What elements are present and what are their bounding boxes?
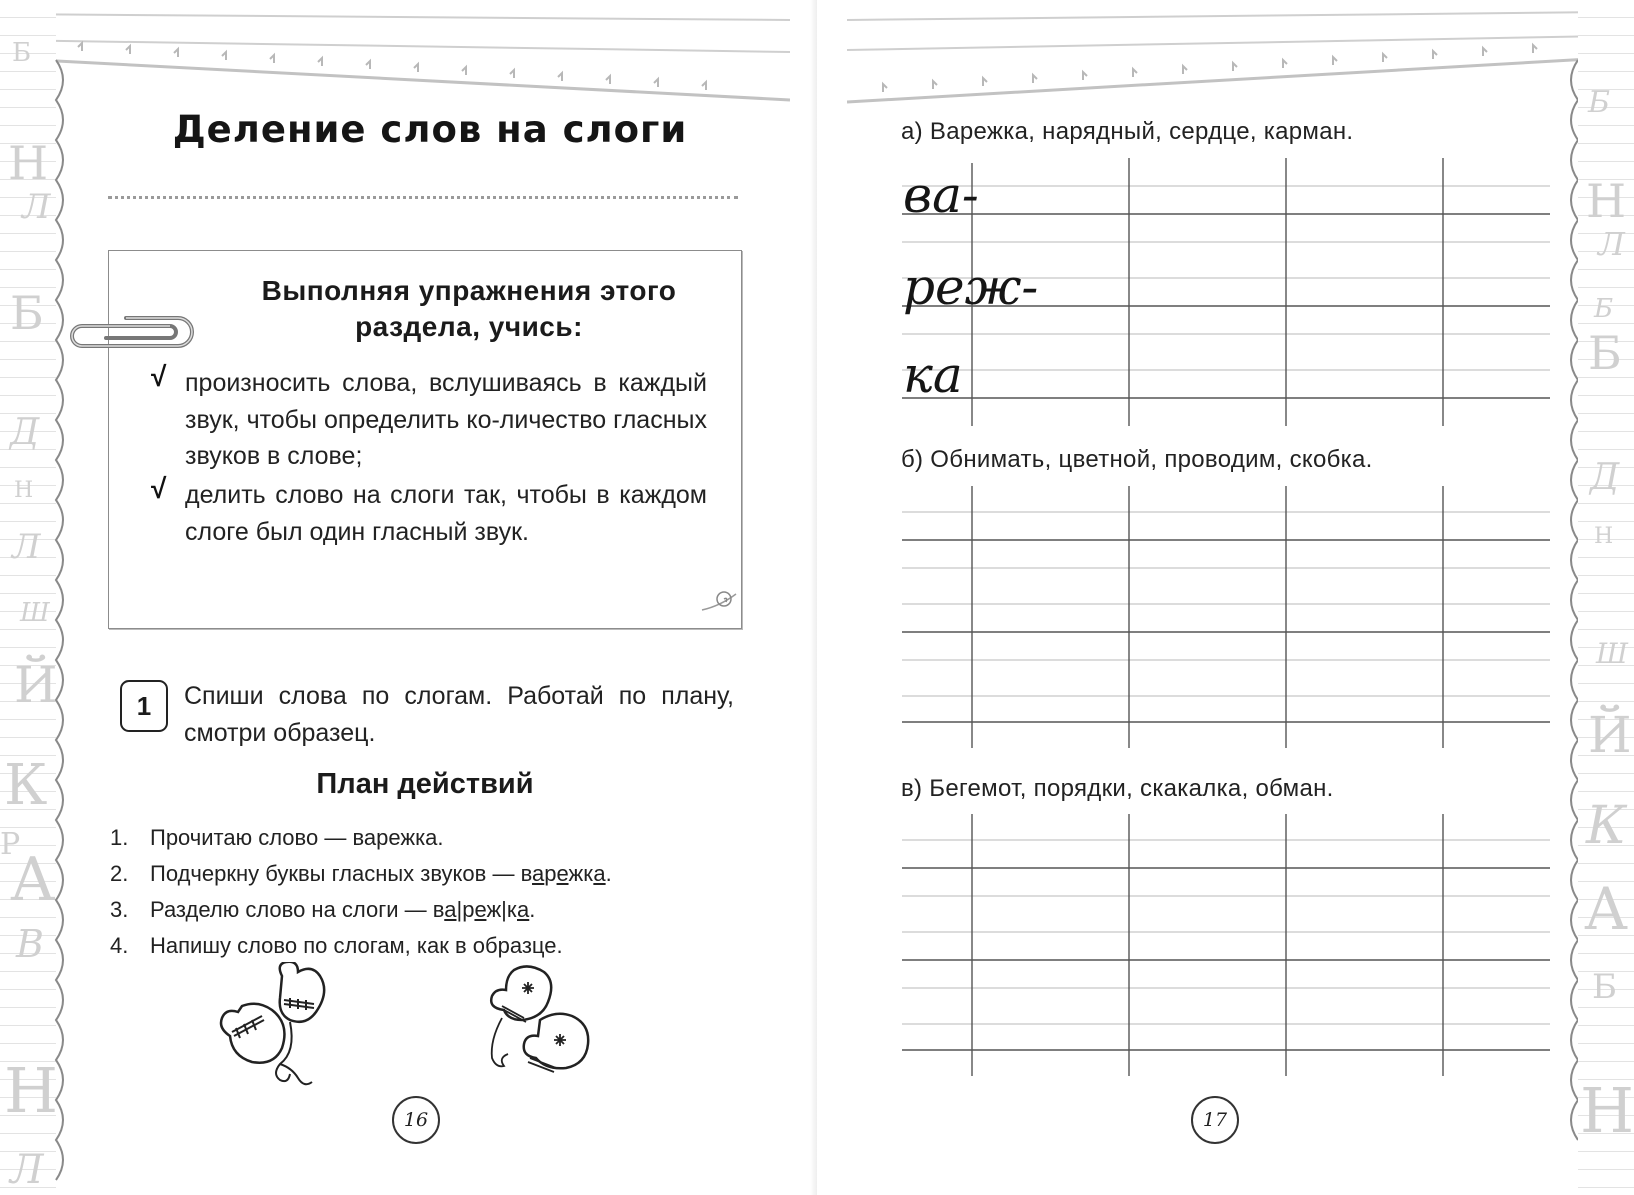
plan-step-number: 1. <box>110 825 129 850</box>
task-number-badge: 1 <box>120 680 168 732</box>
margin-letter: Й <box>1588 706 1632 764</box>
page-title: Деление слов на слоги <box>172 108 688 151</box>
plan-title: План действий <box>316 768 534 800</box>
margin-letter: Л <box>10 1147 44 1193</box>
margin-letter: К <box>4 753 48 818</box>
margin-letter: Н <box>1594 524 1614 549</box>
word-part: в <box>432 897 445 922</box>
info-bullet: произносить слова, вслушиваясь в каждый звук, чтобы определить ко-личество гласных звуков в слове; <box>185 369 707 470</box>
mittens-illustration-icon <box>484 962 600 1082</box>
exercise-c-label: в) Бегемот, порядки, скакалка, обман. <box>901 775 1334 802</box>
paperclip-icon <box>66 312 198 354</box>
plan-step-text: Разделю слово на слоги — <box>150 897 433 922</box>
alphabet-margin-right <box>1578 0 1634 1195</box>
margin-letter: Б <box>10 286 44 340</box>
margin-letter: Н <box>1580 1074 1634 1147</box>
right-page <box>817 0 1634 1195</box>
word-part: . <box>529 897 536 922</box>
margin-letter: А <box>1584 875 1628 943</box>
margin-letter: Л <box>22 187 51 227</box>
margin-letter: Н <box>1586 174 1627 228</box>
margin-letter: Р <box>0 827 21 862</box>
word-part: ж|к <box>486 897 517 922</box>
margin-letter: Ш <box>20 598 50 628</box>
vowel-underlined: е <box>556 861 569 886</box>
page-curl-icon <box>700 584 740 614</box>
plan-step-text: Прочитаю слово — варежка. <box>150 825 444 850</box>
handwritten-sample-syllable: ва- <box>903 166 979 224</box>
margin-letter: Д <box>1590 457 1620 498</box>
plan-step-text: Напишу слово по слогам, как в образце. <box>150 933 563 958</box>
plan-step <box>110 820 750 856</box>
handwritten-sample-syllable: реж- <box>903 258 1039 316</box>
word-part: жк <box>568 861 594 886</box>
margin-letter: Б <box>1594 294 1614 324</box>
check-icon: √ <box>151 473 167 504</box>
margin-letter: Б <box>12 38 32 68</box>
vowel-underlined: а <box>517 897 530 922</box>
task-instruction: Спиши слова по слогам. Работай по плану, смотри образец. <box>184 682 734 747</box>
dotted-divider <box>108 196 738 199</box>
plan-step-text: Подчеркну буквы гласных звуков — <box>150 861 521 886</box>
page-number: 16 <box>392 1096 440 1144</box>
plan-step <box>110 928 750 964</box>
vowel-underlined: а <box>444 897 457 922</box>
margin-letter: Н <box>14 478 34 503</box>
exercise-a-label: а) Варежка, нарядный, сердце, карман. <box>901 118 1354 145</box>
plan-step-number: 2. <box>110 861 129 886</box>
margin-letter: Й <box>14 656 58 714</box>
margin-letter: К <box>1586 796 1627 856</box>
exercise-b-label: б) Обнимать, цветной, проводим, скобка. <box>901 446 1373 473</box>
writing-grid-c <box>902 814 1550 1076</box>
plan-step <box>110 856 750 892</box>
margin-letter: Ш <box>1596 637 1628 670</box>
scalloped-edge <box>48 0 72 1195</box>
plan-step-number: 4. <box>110 933 129 958</box>
margin-letter: Н <box>8 136 49 190</box>
notebook-top-lines <box>0 0 790 110</box>
mittens-illustration-icon <box>218 962 338 1088</box>
margin-letter: Д <box>10 412 40 453</box>
margin-letter: А <box>10 845 56 915</box>
margin-letter: Б <box>1592 967 1617 1007</box>
word-part: |р <box>456 897 475 922</box>
margin-letter: Н <box>4 1054 59 1127</box>
info-bullet: делить слово на слоги так, чтобы в каждом слоге был один гласный звук. <box>185 481 707 546</box>
word-part: в <box>520 861 533 886</box>
handwritten-sample-syllable: ка <box>903 346 963 404</box>
plan-step <box>110 892 750 928</box>
vowel-underlined: е <box>474 897 487 922</box>
check-icon: √ <box>151 361 167 392</box>
margin-letter: Б <box>1588 85 1611 120</box>
page-number: 17 <box>1191 1096 1239 1144</box>
notebook-top-lines <box>847 0 1607 110</box>
info-heading: Выполняя упражнения этого раздела, учись: <box>261 275 677 342</box>
vowel-underlined: а <box>532 861 545 886</box>
plan-step-number: 3. <box>110 897 129 922</box>
plan-steps <box>110 820 750 964</box>
info-box <box>108 250 742 629</box>
writing-grid-b <box>902 486 1550 748</box>
margin-letter: Б <box>1588 326 1622 380</box>
vowel-underlined: а <box>593 861 606 886</box>
word-part: . <box>605 861 612 886</box>
margin-letter: В <box>16 922 44 966</box>
margin-letter: Л <box>1598 225 1625 263</box>
word-part: р <box>544 861 557 886</box>
margin-letter: Л <box>12 527 41 567</box>
